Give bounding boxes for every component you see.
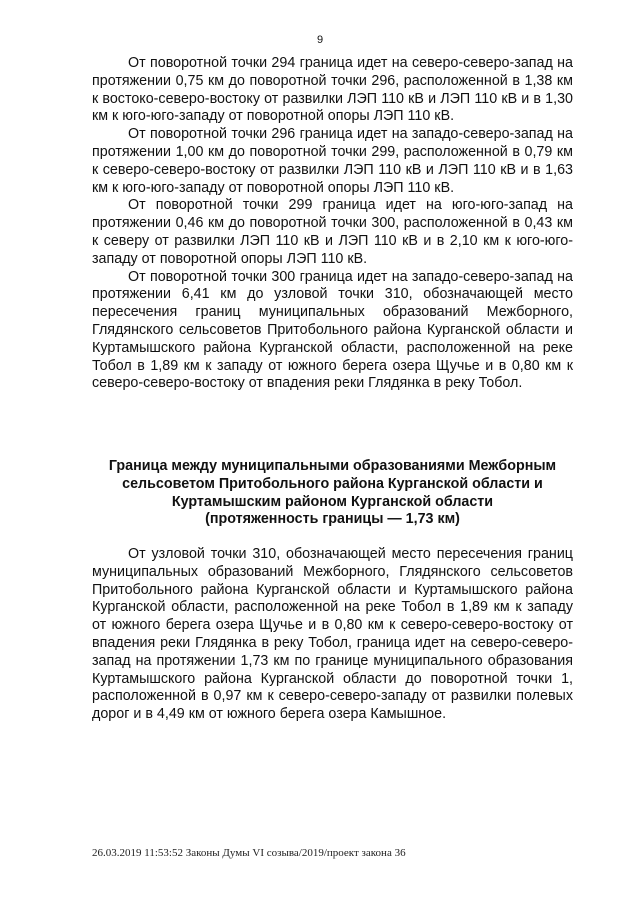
body-text-top bbox=[92, 55, 573, 393]
section-heading-line: Граница между муниципальными образованиями Межборным bbox=[108, 458, 557, 474]
section-heading-line: Куртамышским районом Курганской области bbox=[171, 493, 494, 510]
section-heading-line: сельсоветом Притобольного района Курганской области и bbox=[122, 475, 543, 492]
paragraph: От поворотной точки 300 граница идет на западо-северо-запад на протяжении 6,41 км до узловой точки 310, обозначающей место пересечения границ муниципальных образований Межборного, Глядянского сельсоветов Притобольного района Курганской области и Куртамышского района Курганской области, расположенной на реке Тобол в 1,89 км к западу от южного берега озера Щучье и в 0,80 км к северо-северо-востоку от впадения реки Глядянка в реку Тобол. bbox=[92, 268, 573, 392]
paragraph: От поворотной точки 296 граница идет на западо-северо-запад на протяжении 1,00 км до поворотной точки 299, расположенной в 0,79 км к северо-северо-востоку от развилки ЛЭП 110 кВ и ЛЭП 110 кВ и в 1,63 км к юго-юго-западу от поворотной опоры ЛЭП 110 кВ. bbox=[92, 126, 573, 196]
section-heading bbox=[92, 458, 573, 529]
section-heading-line: (протяженность границы — 1,73 км) bbox=[205, 511, 460, 528]
paragraph: От поворотной точки 294 граница идет на северо-северо-запад на протяжении 0,75 км до поворотной точки 296, расположенной в 1,38 км к востоко-северо-востоку от развилки ЛЭП 110 кВ и ЛЭП 110 кВ и в 1,30 км к юго-юго-западу от поворотной опоры ЛЭП 110 кВ. bbox=[92, 55, 573, 125]
document-footer: 26.03.2019 11:53:52 Законы Думы VI созыва/2019/проект закона 36 bbox=[92, 847, 406, 859]
paragraph: От узловой точки 310, обозначающей место пересечения границ муниципальных образований Межборного, Глядянского сельсоветов Притобольного района Курганской области и Куртамышского района Курганской области, расположенной на реке Тобол в 1,89 км к западу от южного берега озера Щучье и в 0,80 км к северо-северо-востоку от впадения реки Глядянка в реку Тобол, граница идет на северо-северо-запад на протяжении 1,73 км по границе муниципального образования Куртамышского района Курганской области до поворотной точки 1, расположенной в 0,97 км к северо-северо-западу от развилки полевых дорог и в 4,49 км от южного берега озера Камышное. bbox=[92, 546, 573, 723]
page-number: 9 bbox=[316, 34, 324, 46]
body-text-bottom bbox=[92, 546, 573, 724]
paragraph: От поворотной точки 299 граница идет на юго-юго-запад на протяжении 0,46 км до поворотной точки 300, расположенной в 0,43 км к северу от развилки ЛЭП 110 кВ и ЛЭП 110 кВ и в 2,10 км к юго-юго-западу от поворотной опоры ЛЭП 110 кВ. bbox=[92, 197, 573, 267]
